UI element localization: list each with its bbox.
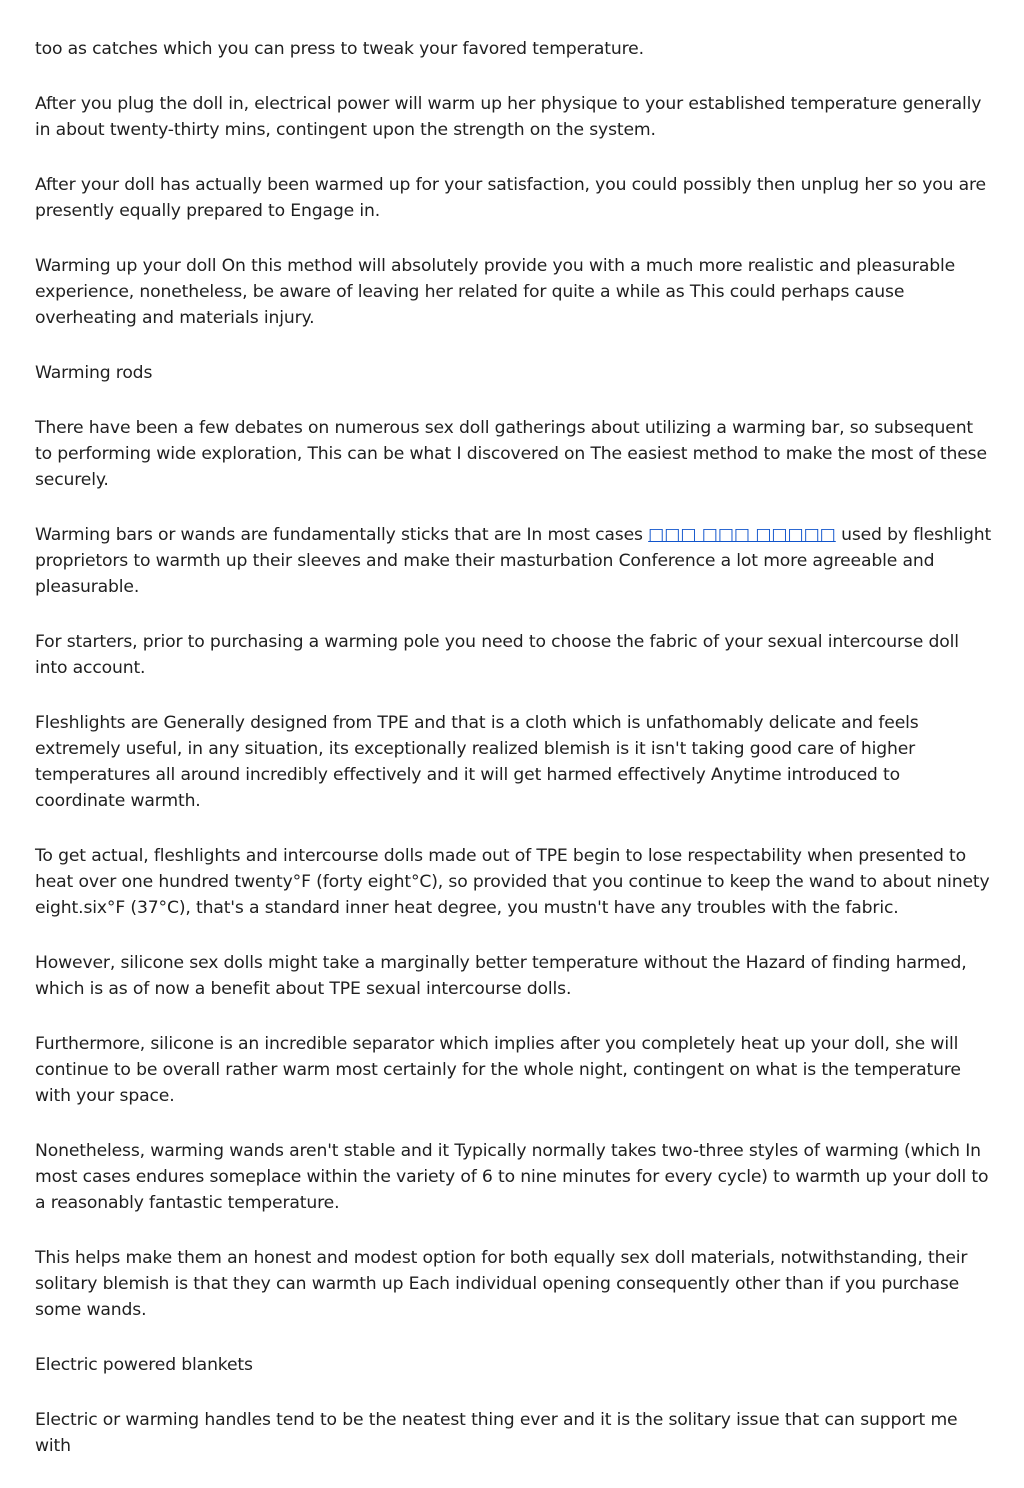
- paragraph-9: To get actual, fleshlights and intercourse dolls made out of TPE begin to lose respectability when presented to heat over one hundred twenty°F (forty eight°C), so provided that you continue to keep the wand to about ninety eight.six°F (37°C), that's a standard inner heat degree, you mustn't have any troubles with the fabric.: [35, 846, 990, 918]
- paragraph-2: After you plug the doll in, electrical power will warm up her physique to your established temperature generally in about twenty-thirty mins, contingent upon the strength on the system.: [35, 94, 982, 140]
- paragraph-1: too as catches which you can press to tweak your favored temperature.: [35, 39, 644, 59]
- link-paragraph-before: Warming bars or wands are fundamentally sticks that are In most cases: [35, 525, 649, 545]
- paragraph-12: Nonetheless, warming wands aren't stable and it Typically normally takes two-three styles of warming (which In most cases endures someplace within the variety of 6 to nine minutes for every cycle) to warmth up your doll to a reasonably fantastic temperature.: [35, 1141, 989, 1213]
- paragraph-13: This helps make them an honest and modest option for both equally sex doll materials, notwithstanding, their solitary blemish is that they can warmth up Each individual opening consequently other than if you purchase some wands.: [35, 1248, 968, 1320]
- paragraph-7: For starters, prior to purchasing a warming pole you need to choose the fabric of your sexual intercourse doll into account.: [35, 632, 959, 678]
- section-heading-electric-blankets: Electric powered blankets: [35, 1355, 253, 1375]
- paragraph-with-link: [35, 522, 995, 600]
- link-paragraph-after: used by fleshlight proprietors to warmth up their sleeves and make their masturbation Conference a lot more agreeable and pleasurable.: [35, 525, 992, 597]
- paragraph-3: After your doll has actually been warmed up for your satisfaction, you could possibly then unplug her so you are presently equally prepared to Engage in.: [35, 175, 986, 221]
- paragraph-8: Fleshlights are Generally designed from TPE and that is a cloth which is unfathomably delicate and feels extremely useful, in any situation, its exceptionally realized blemish is it isn't taking good care of higher temperatures all around incredibly effectively and it will get harmed effectively Anytime introduced to coordinate warmth.: [35, 713, 919, 811]
- paragraph-4: Warming up your doll On this method will absolutely provide you with a much more realistic and pleasurable experience, nonetheless, be aware of leaving her related for quite a while as This could perhaps cause overheating and materials injury.: [35, 256, 956, 328]
- paragraph-11: Furthermore, silicone is an incredible separator which implies after you completely heat up your doll, she will continue to be overall rather warm most certainly for the whole night, contingent on what is the temperature with your space.: [35, 1034, 961, 1106]
- document-body: [35, 36, 995, 1488]
- paragraph-5: There have been a few debates on numerous sex doll gatherings about utilizing a warming bar, so subsequent to performing wide exploration, This can be what I discovered on The easiest method to make the most of these securely.: [35, 418, 987, 490]
- paragraph-10: However, silicone sex dolls might take a marginally better temperature without the Hazard of finding harmed, which is as of now a benefit about TPE sexual intercourse dolls.: [35, 953, 967, 999]
- paragraph-14: Electric or warming handles tend to be the neatest thing ever and it is the solitary issue that can support me with: [35, 1410, 958, 1456]
- section-heading-warming-rods: Warming rods: [35, 363, 153, 383]
- inline-link[interactable]: □□□ □□□ □□□□□: [648, 525, 836, 545]
